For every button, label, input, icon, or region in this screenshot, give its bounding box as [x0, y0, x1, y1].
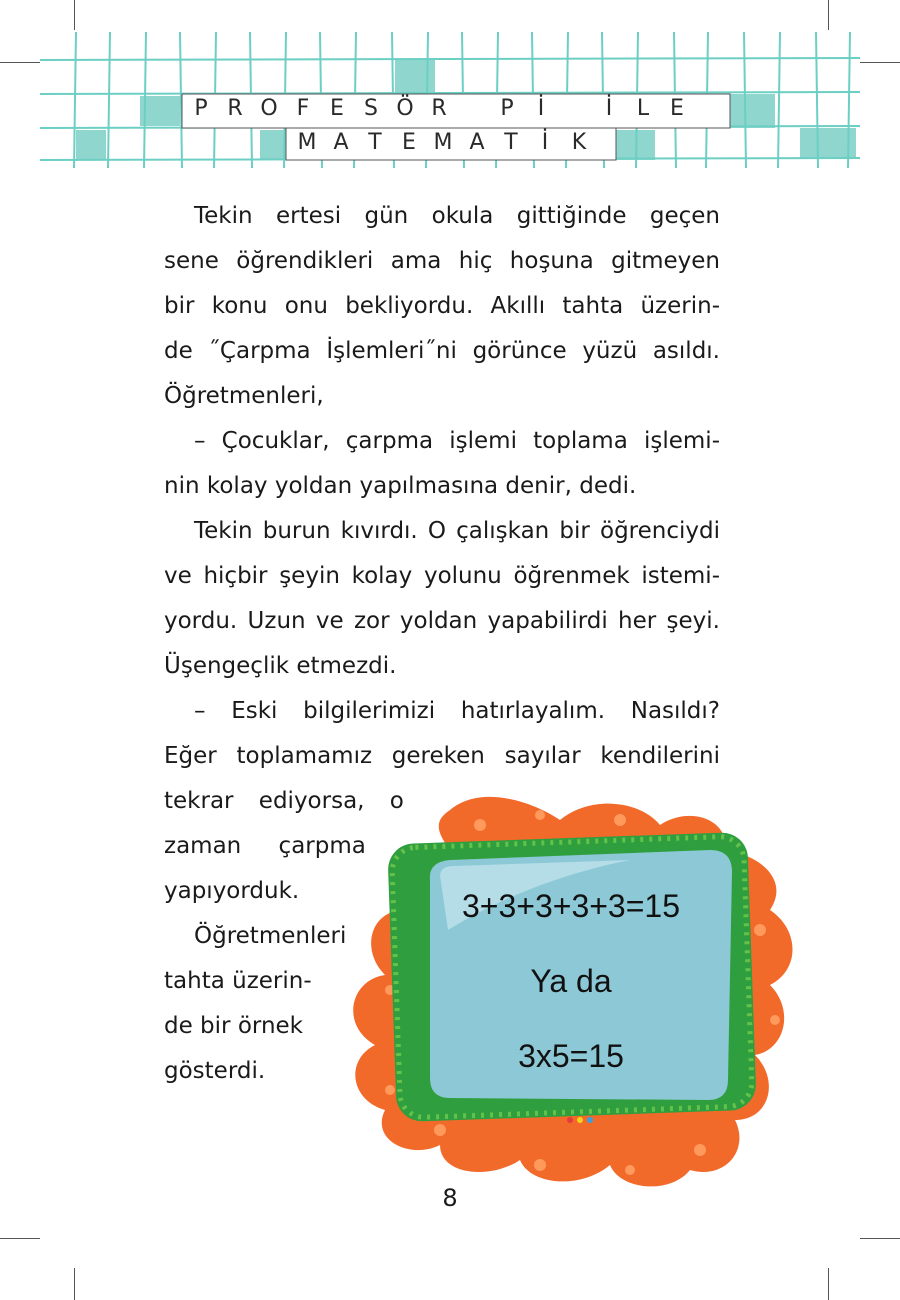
title-letter	[558, 96, 592, 121]
board-or-text: Ya da	[530, 963, 612, 999]
title-letter: İ	[537, 96, 545, 121]
title-letter	[456, 96, 490, 121]
crop-mark	[74, 0, 75, 30]
page-number: 8	[442, 1184, 458, 1212]
title-letter: F	[296, 96, 310, 121]
story-text	[164, 194, 720, 779]
text-line: bir konu onu bekliyordu. Akıllı tahta üzerin-	[164, 293, 720, 319]
title-letter: P	[500, 96, 514, 121]
title-letter: T	[368, 130, 382, 155]
title-letter: İ	[541, 130, 549, 155]
text-line: Tekin ertesi gün okula gittiğinde geçen	[194, 203, 720, 229]
crop-mark	[860, 62, 900, 63]
text-line: sene öğrendikleri ama hiç hoşuna gitmeyen	[164, 248, 720, 274]
title-letter: M	[433, 130, 453, 155]
text-line: Eğer toplamamız gereken sayılar kendilerini	[164, 743, 720, 769]
title-letter: E	[330, 96, 344, 121]
title-line-2	[290, 130, 596, 155]
title-letter: K	[571, 130, 587, 155]
title-letter: S	[364, 96, 378, 121]
text-line: – Çocuklar, çarpma işlemi toplama işlemi-	[194, 428, 720, 454]
title-letter: A	[469, 130, 485, 155]
crop-mark	[0, 1238, 40, 1239]
board-equation-addition: 3+3+3+3+3=15	[461, 888, 680, 924]
title-letter: R	[431, 96, 447, 121]
crop-mark	[860, 1238, 900, 1239]
title-letter: T	[504, 130, 518, 155]
text-line: yapıyorduk.	[164, 878, 300, 904]
header-banner	[40, 32, 860, 168]
text-line: tahta üzerin-	[164, 968, 312, 994]
title-letter: İ	[605, 96, 613, 121]
text-line: ve hiçbir şeyin kolay yolunu öğrenmek istemi-	[164, 563, 720, 589]
smartboard-illustration	[330, 780, 810, 1200]
text-line: nin kolay yoldan yapılmasına denir, dedi.	[164, 473, 637, 499]
title-letter: A	[333, 130, 349, 155]
text-line: yordu. Uzun ve zor yoldan yapabilirdi her şeyi.	[164, 608, 720, 634]
text-line: Öğretmenleri,	[164, 383, 324, 409]
title-line-1	[184, 96, 694, 121]
text-line: Tekin burun kıvırdı. O çalışkan bir öğrenciydi	[194, 518, 720, 544]
text-line: de bir örnek	[164, 1013, 303, 1039]
text-line: gösterdi.	[164, 1058, 266, 1084]
crop-mark	[74, 1268, 75, 1300]
title-letter: L	[636, 96, 650, 121]
text-line: Üşengeçlik etmezdi.	[164, 653, 397, 679]
title-letter: Ö	[396, 96, 414, 121]
text-line: de ˝Çarpma İşlemleri˝ni görünce yüzü asıldı.	[164, 338, 720, 364]
crop-mark	[828, 0, 829, 30]
title-letter: E	[670, 96, 684, 121]
text-line: zaman çarpma	[164, 833, 366, 859]
crop-mark	[0, 62, 40, 63]
text-line: tekrar ediyorsa, o	[164, 788, 404, 814]
text-line: Öğretmenleri	[194, 923, 347, 949]
crop-mark	[828, 1268, 829, 1300]
title-letter: P	[194, 96, 208, 121]
title-letter: O	[260, 96, 278, 121]
title-letter: M	[297, 130, 317, 155]
title-letter: E	[402, 130, 416, 155]
title-letter: R	[227, 96, 243, 121]
text-line: – Eski bilgilerimizi hatırlayalım. Nasıldı?	[194, 698, 720, 724]
board-equation-multiplication: 3x5=15	[518, 1038, 624, 1074]
